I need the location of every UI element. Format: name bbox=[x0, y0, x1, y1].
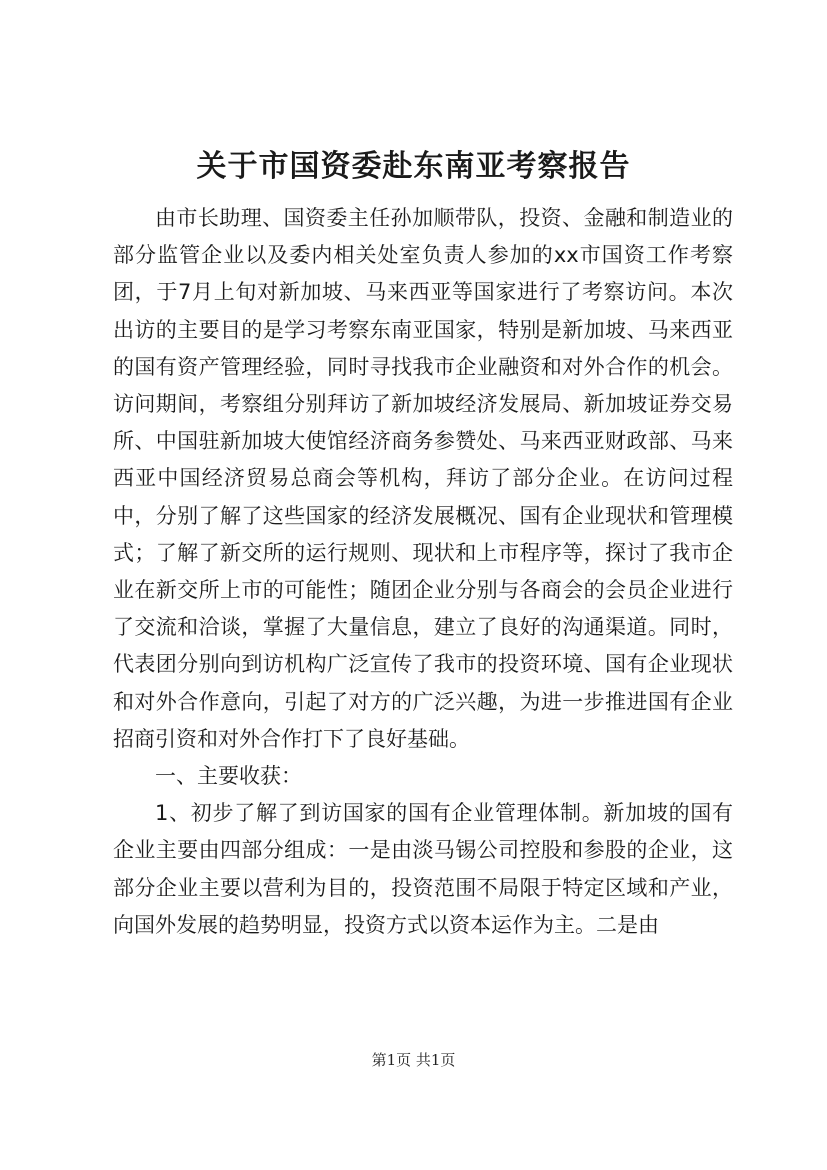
document-title: 关于市国资委赴东南亚考察报告 bbox=[196, 149, 631, 184]
document-body bbox=[113, 200, 733, 944]
paragraph-item-1: 1、初步了解了到访国家的国有企业管理体制。新加坡的国有企业主要由四部分组成：一是由淡马锡公司控股和参股的企业，这部分企业主要以营利为目的，投资范围不局限于特定区域和产业，向国外发展的趋势明显，投资方式以资本运作为主。二是由 bbox=[113, 801, 733, 937]
page-footer: 第1页 共1页 bbox=[371, 1051, 456, 1069]
paragraph-intro: 由市长助理、国资委主任孙加顺带队，投资、金融和制造业的部分监管企业以及委内相关处室负责人参加的xx市国资工作考察团，于7月上旬对新加坡、马来西亚等国家进行了考察访问。本次出访的主要目的是学习考察东南亚国家，特别是新加坡、马来西亚的国有资产管理经验，同时寻找我市企业融资和对外合作的机会。访问期间，考察组分别拜访了新加坡经济发展局、新加坡证券交易所、中国驻新加坡大使馆经济商务参赞处、马来西亚财政部、马来西亚中国经济贸易总商会等机构，拜访了部分企业。在访问过程中，分别了解了这些国家的经济发展概况、国有企业现状和管理模式；了解了新交所的运行规则、现状和上市程序等，探讨了我市企业在新交所上市的可能性；随团企业分别与各商会的会员企业进行了交流和洽谈，掌握了大量信息，建立了良好的沟通渠道。同时，代表团分别向到访机构广泛宣传了我市的投资环境、国有企业现状和对外合作意向，引起了对方的广泛兴趣，为进一步推进国有企业招商引资和对外合作打下了良好基础。 bbox=[113, 206, 733, 751]
paragraph-section-heading: 一、主要收获： bbox=[155, 764, 302, 789]
